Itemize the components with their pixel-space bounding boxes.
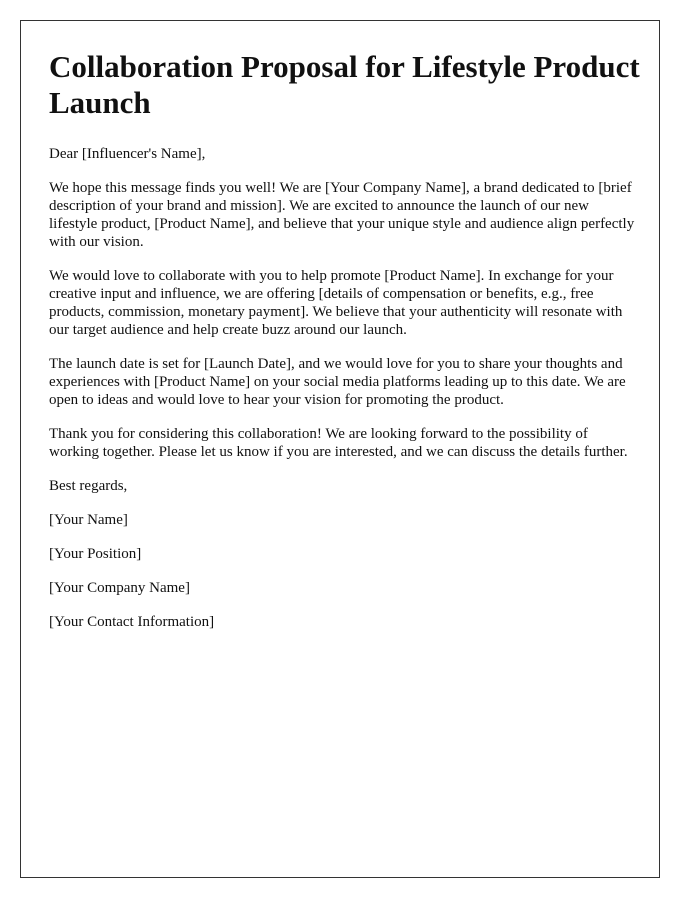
- letter-content: [49, 49, 641, 647]
- letter-closing: Best regards,: [49, 478, 128, 494]
- letter-greeting: Dear [Influencer's Name],: [49, 146, 206, 162]
- letter-title: Collaboration Proposal for Lifestyle Product Launch: [49, 49, 640, 120]
- letter-paragraph-launch: The launch date is set for [Launch Date], and we would love for you to share your thoughts and experiences with [Product Name] on your social media platforms leading up to this date. We are open to ideas and would love to hear your vision for promoting the product.: [49, 356, 626, 408]
- signature-contact: [Your Contact Information]: [49, 614, 215, 630]
- signature-name: [Your Name]: [49, 512, 128, 528]
- letter-paragraph-offer: We would love to collaborate with you to help promote [Product Name]. In exchange for your creative input and influence, we are offering [details of compensation or benefits, e.g., free products, commission, monetary payment]. We believe that your authenticity will resonate with our target audience and help create buzz around our launch.: [49, 268, 623, 338]
- letter-paragraph-thanks: Thank you for considering this collaboration! We are looking forward to the possibility of working together. Please let us know if you are interested, and we can discuss the details further.: [49, 426, 628, 460]
- letter-paragraph-intro: We hope this message finds you well! We are [Your Company Name], a brand dedicated to [brief description of your brand and mission]. We are excited to announce the launch of our new lifestyle product, [Product Name], and believe that your unique style and audience align perfectly with our vision.: [49, 180, 635, 250]
- signature-position: [Your Position]: [49, 546, 142, 562]
- signature-company: [Your Company Name]: [49, 580, 190, 596]
